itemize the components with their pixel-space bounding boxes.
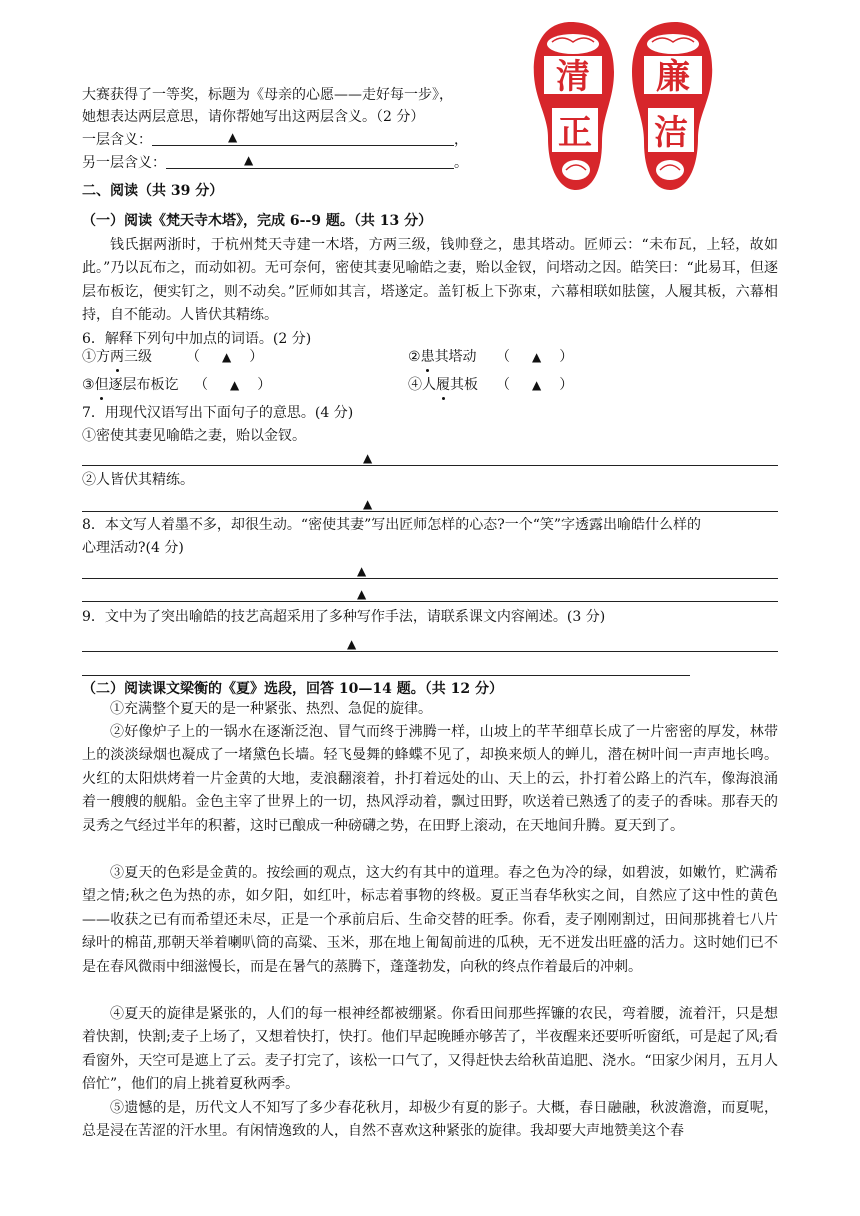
answer-marker: ▲ xyxy=(357,587,367,601)
q9-answer-line-1[interactable] xyxy=(82,651,778,652)
answer-marker: ▲ xyxy=(363,451,373,465)
passage-paragraph-2: ②好像炉子上的一锅水在逐渐泛泡、冒气而终于沸腾一样，山坡上的芊芊细草长成了一片密密的厚发，林带上的淡淡绿烟也凝成了一堵黛色长墙。轻飞曼舞的蜂蝶不见了，却换来烦人的蝉儿，潜在树叶间一声声地长鸣。火红的太阳烘烤着一片金黄的大地，麦浪翻滚着，扑打着远处的山、天上的云，扑打着公路上的汽车，像海浪涌着一艘艘的舰船。金色主宰了世界上的一切，热风浮动着，飘过田野，吹送着已熟透了的麦子的香味。那春天的灵秀之气经过半年的积蓄，这时已酿成一种磅礴之势，在田野上滚动，在天地间升腾。夏天到了。 xyxy=(82,724,778,834)
paren-left: （ xyxy=(496,377,510,393)
q5-answer-b xyxy=(82,152,468,174)
paren-right: ） xyxy=(257,377,272,393)
q6-item-2-dotted: 患 xyxy=(421,346,435,368)
q6-item-4-pre: ④人 xyxy=(408,377,436,393)
paren-right: ） xyxy=(249,349,264,365)
emblem-char-2: 正 xyxy=(558,113,592,153)
part-1-passage: 钱氏据两浙时，于杭州梵天寺建一木塔，方两三级，钱帅登之，患其塔动。匠师云：“未布瓦，上轻，故如此。”乃以瓦布之，而动如初。无可奈何，密使其妻见喻皓之妻，贻以金钗，问塔动之因。皓笑曰：“此易耳，但逐层布板讫，便实钉之，则不动矣。”匠师如其言，塔遂定。盖钉板上下弥束，六幕相联如胠箧，人履其板，六幕相持，自不能动。人皆伏其精练。 xyxy=(82,237,778,324)
emblem-graphic xyxy=(526,20,720,192)
answer-marker: ▲ xyxy=(532,378,542,392)
q7-answer-line-2[interactable] xyxy=(82,511,778,512)
passage-paragraph-5: ⑤遗憾的是，历代文人不知写了多少春花秋月，却极少有夏的影子。大概，春日融融，秋波澹澹，而夏呢，总是浸在苦涩的汗水里。有闲情逸致的人，自然不喜欢这种紧张的旋律。我却要大声地赞美这个春 xyxy=(82,1100,778,1140)
q6-item-2-post: 其塔动 xyxy=(434,349,477,365)
q8-answer-line-2[interactable] xyxy=(82,601,778,602)
q5-end-a: ， xyxy=(454,132,468,148)
q6-item-3-post: 逐层布板讫 xyxy=(108,377,179,393)
q7-sentence-2: ②人皆伏其精练。 xyxy=(82,472,194,488)
q5-answer-a xyxy=(82,129,468,151)
q5-label-a: 一层含义： xyxy=(82,132,152,148)
q5-line-2: 她想表达两层意思，请你帮她写出这两层含义。（2 分） xyxy=(82,109,425,125)
paren-left: （ xyxy=(496,349,510,365)
q5-answer-b-blank[interactable] xyxy=(166,154,454,169)
q6-item-3-blank[interactable] xyxy=(194,374,271,396)
emblem-char-1: 清 xyxy=(556,57,590,97)
passage-paragraph-1: ①充满整个夏天的是一种紧张、热烈、急促的旋律。 xyxy=(110,701,432,717)
q7-stem: 7．用现代汉语写出下面句子的意思。(4 分) xyxy=(82,405,354,421)
answer-marker: ▲ xyxy=(363,497,373,511)
answer-marker: ▲ xyxy=(347,637,357,651)
q5-line-1: 大赛获得了一等奖，标题为《母亲的心愿——走好每一步》， xyxy=(82,87,453,103)
paren-left: （ xyxy=(186,349,200,365)
q6-item-2-pre: ② xyxy=(408,349,421,365)
q6-item-3 xyxy=(82,374,179,396)
q6-item-2-blank[interactable] xyxy=(496,346,573,368)
q9-answer-line-2[interactable] xyxy=(82,675,690,676)
answer-marker: ▲ xyxy=(357,564,367,578)
q6-item-4-dotted: 履 xyxy=(436,374,450,396)
q6-item-2 xyxy=(408,346,477,368)
q6-item-1-post: 三级 xyxy=(124,349,152,365)
part-1-title: （一）阅读《梵天寺木塔》，完成 6--9 题。（共 13 分） xyxy=(82,213,433,229)
paren-right: ） xyxy=(559,377,574,393)
paren-right: ） xyxy=(559,349,574,365)
passage-paragraph-4: ④夏天的旋律是紧张的，人们的每一根神经都被绷紧。你看田间那些挥镰的农民，弯着腰，流着汗，只是想着快割，快割;麦子上场了，又想着快打，快打。他们早起晚睡亦够苦了，半夜醒来还要听听窗纸，可是起了风;看看窗外，天空可是遮上了云。麦子打完了，该松一口气了，又得赶快去给秋苗追肥、浇水。“田家少闲月，五月人倍忙”，他们的肩上挑着夏秋两季。 xyxy=(82,1006,778,1093)
q6-item-1-blank[interactable] xyxy=(186,346,263,368)
q5-end-b: 。 xyxy=(454,155,468,171)
answer-marker: ▲ xyxy=(222,350,232,364)
q5-answer-a-blank[interactable] xyxy=(152,131,454,146)
q5-label-b: 另一层含义： xyxy=(82,155,166,171)
q8-stem-line-1: 8．本文写人着墨不多，却很生动。“密使其妻”写出匠师怎样的心态?一个“笑”字透露出喻皓什么样的 xyxy=(82,517,702,533)
q6-item-1-pre: ①方 xyxy=(82,349,110,365)
q7-sentence-1: ①密使其妻见喻皓之妻，贻以金钗。 xyxy=(82,428,306,444)
q6-item-1-dotted: 两 xyxy=(110,346,124,368)
q6-item-1 xyxy=(82,346,152,368)
part-2-title: （二）阅读课文梁衡的《夏》选段，回答 10—14 题。（共 12 分） xyxy=(82,681,503,697)
answer-marker: ▲ xyxy=(532,350,542,364)
emblem-char-3: 廉 xyxy=(656,57,690,97)
q8-stem-line-2: 心理活动?(4 分) xyxy=(82,540,184,556)
answer-marker: ▲ xyxy=(244,153,254,167)
paren-left: （ xyxy=(194,377,208,393)
answer-marker: ▲ xyxy=(230,378,240,392)
q6-item-4 xyxy=(408,374,478,396)
q7-answer-line-1[interactable] xyxy=(82,465,778,466)
passage-paragraph-3: ③夏天的色彩是金黄的。按绘画的观点，这大约有其中的道理。春之色为冷的绿，如碧波，如嫩竹，贮满希望之情;秋之色为热的赤，如夕阳，如红叶，标志着事物的终极。夏正当春华秋实之间，自然应了这中性的黄色——收获之已有而希望还未尽，正是一个承前启后、生命交替的旺季。你看，麦子刚刚割过，田间那挑着七八片绿叶的棉苗,那朝天举着喇叭筒的高粱、玉米，那在地上匍匐前进的瓜秧，无不迸发出旺盛的活力。这时她们已不是在春风微雨中细滋慢长，而是在暑气的蒸腾下，蓬蓬勃发，向秋的终点作着最后的冲刺。 xyxy=(82,865,778,975)
q9-stem: 9．文中为了突出喻皓的技艺高超采用了多种写作手法，请联系课文内容阐述。(3 分) xyxy=(82,609,606,625)
q6-item-3-pre: ③ xyxy=(82,377,95,393)
q8-answer-line-1[interactable] xyxy=(82,578,778,579)
q6-item-4-blank[interactable] xyxy=(496,374,573,396)
section-2-title: 二、阅读（共 39 分） xyxy=(82,183,224,199)
q6-item-3-dotted: 但 xyxy=(95,374,109,396)
q6-item-4-post: 其板 xyxy=(450,377,478,393)
integrity-emblem xyxy=(526,20,720,192)
emblem-char-4: 洁 xyxy=(654,113,688,153)
answer-marker: ▲ xyxy=(228,130,238,144)
q6-stem: 6．解释下列句中加点的词语。(2 分) xyxy=(82,331,312,347)
